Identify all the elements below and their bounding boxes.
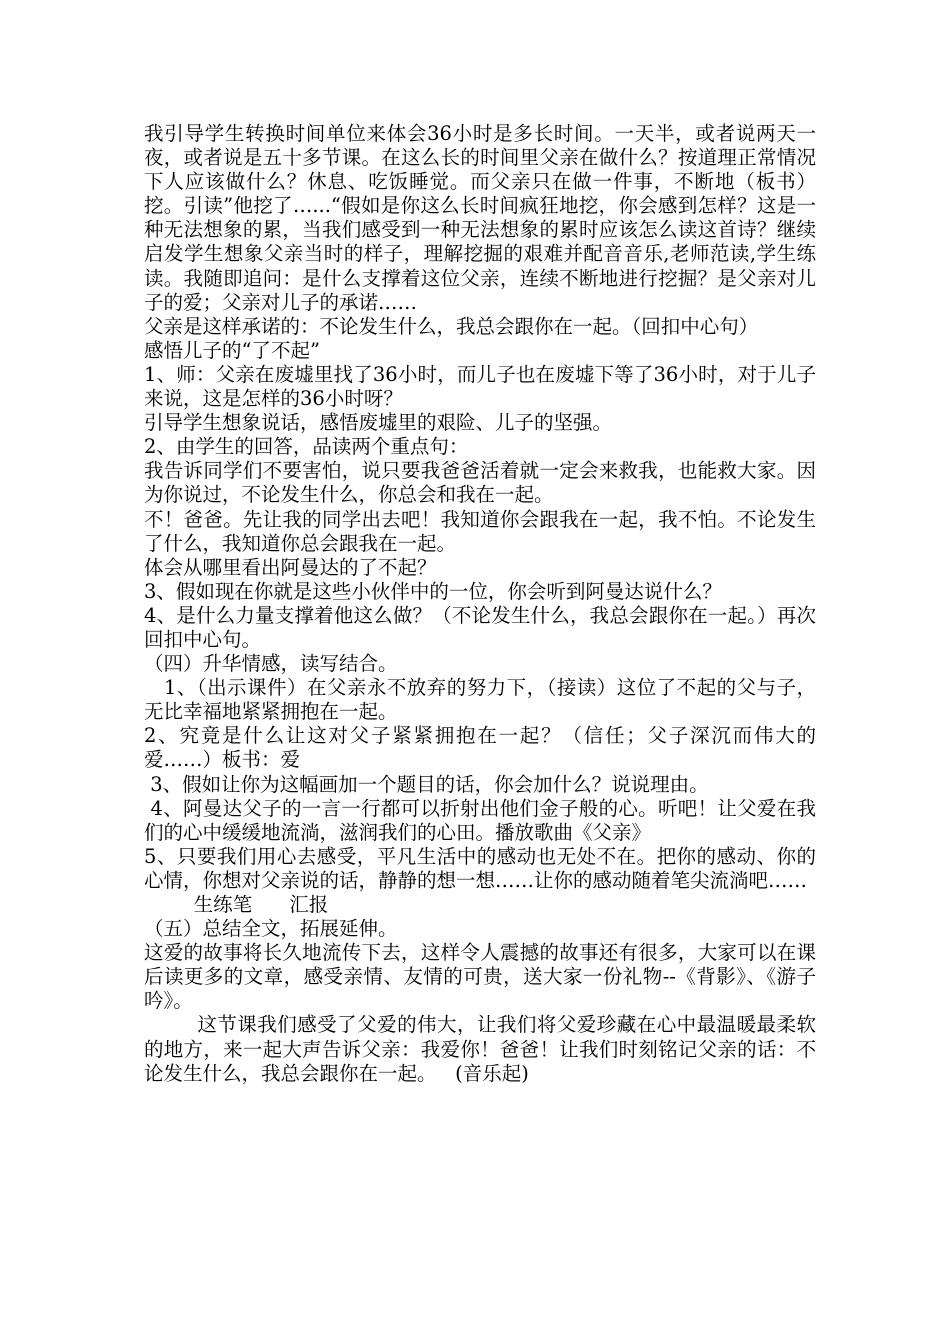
paragraph-sub-item-5: 5、只要我们用心去感受，平凡生活中的感动也无处不在。把你的感动、你的心情，你想对父亲说的话，静静的想一想……让你的感动随着笔尖流淌吧…… (144, 844, 816, 892)
paragraph-sub-item-1: 1、（出示课件）在父亲永不放弃的努力下，（接读）这位了不起的父与子，无比幸福地紧紧拥抱在一起。 (144, 676, 816, 724)
paragraph-father-promise: 父亲是这样承诺的：不论发生什么，我总会跟你在一起。（回扣中心句） (144, 314, 759, 338)
document-body (144, 122, 816, 1086)
paragraph-conclusion: 这节课我们感受了父爱的伟大，让我们将父爱珍藏在心中最温暖最柔软的地方，来一起大声告诉父亲：我爱你！爸爸！让我们时刻铭记父亲的话：不论发生什么，我总会跟你在一起。 (音乐起) (144, 1013, 816, 1085)
section-heading-4: （四）升华情感，读写结合。 (144, 652, 398, 676)
paragraph-item-1-teacher: 1、师：父亲在废墟里找了36小时，而儿子也在废墟下等了36小时，对于儿子来说，这是怎样的36小时呀？ (144, 362, 816, 411)
paragraph-time-unit-discussion: 我引导学生转换时间单位来体会36小时是多长时间。一天半，或者说两天一夜，或者说是五十多节课。在这么长的时间里父亲在做什么？按道理正常情况下人应该做什么？休息、吃饭睡觉。而父亲只在做一件事，不断地（板书）挖。引读”他挖了…...“假如是你这么长时间疯狂地挖，你会感到怎样？这是一种无法想象的累，当我们感受到一种无法想象的累时应该怎么读这首诗？继续启发学生想象父亲当时的样子，理解挖掘的艰难并配音音乐,老师范读,学生练读。我随即追问：是什么支撑着这位父亲，连续不断地进行挖掘？是父亲对儿子的爱；父亲对儿子的承诺…… (144, 122, 816, 314)
paragraph-question-amanda: 体会从哪里看出阿曼达的了不起？ (144, 555, 437, 579)
paragraph-item-4: 4、是什么力量支撑着他这么做？（不论发生什么，我总会跟你在一起。）再次回扣中心句。 (144, 603, 816, 651)
paragraph-quote-2: 不！爸爸。先让我的同学出去吧！我知道你会跟我在一起，我不怕。不论发生了什么，我知道你总会跟我在一起。 (144, 507, 816, 555)
paragraph-item-3: 3、假如现在你就是这些小伙伴中的一位，你会听到阿曼达说什么？ (144, 579, 722, 603)
paragraph-practice-report: 生练笔 汇报 (144, 893, 329, 916)
paragraph-item-2-key-sentences: 2、由学生的回答，品读两个重点句： (144, 435, 469, 459)
section-heading-son-amazing: 感悟儿子的“了不起” (144, 338, 320, 362)
paragraph-sub-item-3: 3、假如让你为这幅画加一个题目的话，你会加什么？说说理由。 (144, 772, 709, 796)
paragraph-quote-1: 我告诉同学们不要害怕，说只要我爸爸活着就一定会来救我，也能救大家。因为你说过，不论发生什么，你总会和我在一起。 (144, 459, 816, 507)
section-heading-5: （五）总结全文，拓展延伸。 (144, 917, 398, 941)
paragraph-sub-item-4: 4、阿曼达父子的一言一行都可以折射出他们金子般的心。听吧！让父爱在我们的心中缓缓地流淌，滋润我们的心田。播放歌曲《父亲》 (144, 796, 816, 844)
paragraph-sub-item-2: 2、究竟是什么让这对父子紧紧拥抱在一起？（信任；父子深沉而伟大的爱……）板书：爱 (144, 724, 816, 772)
paragraph-story-extension: 这爱的故事将长久地流传下去，这样令人震撼的故事还有很多，大家可以在课后读更多的文章，感受亲情、友情的可贵，送大家一份礼物--《背影》、《游子吟》。 (144, 941, 816, 1013)
paragraph-guide-imagine: 引导学生想象说话，感悟废墟里的艰险、儿子的坚强。 (144, 411, 613, 435)
